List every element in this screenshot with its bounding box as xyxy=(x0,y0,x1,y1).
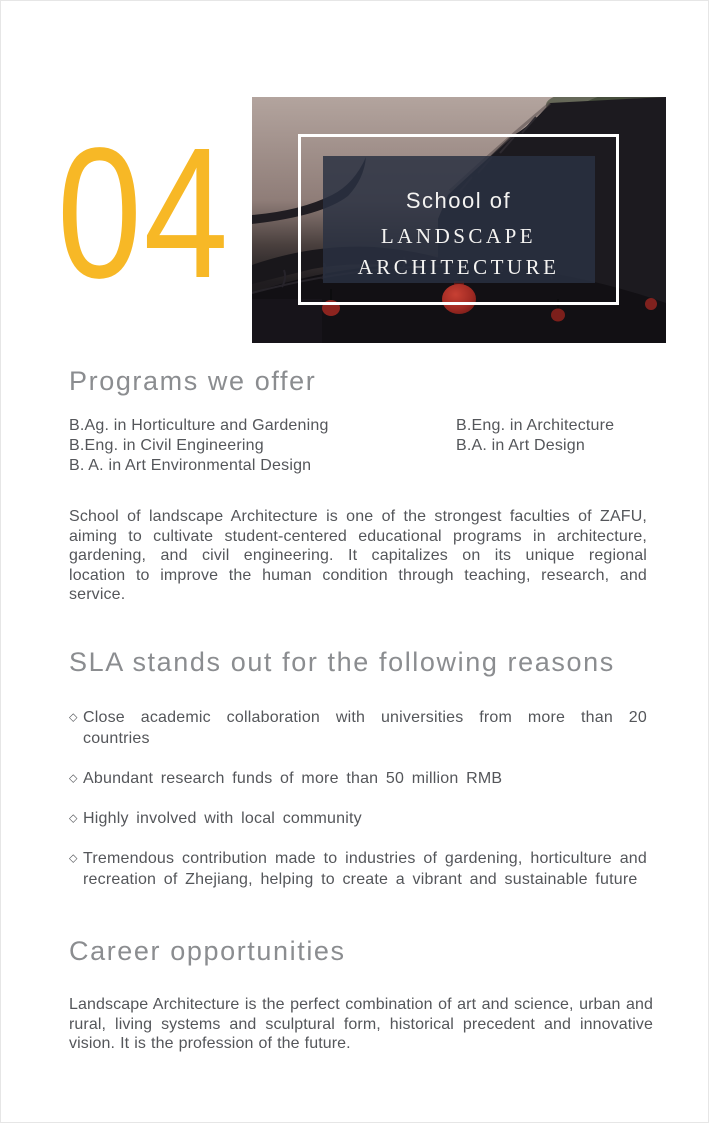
programs-column-2 xyxy=(456,416,614,456)
diamond-bullet-icon: ◇ xyxy=(69,772,78,785)
hero-title-line1: LANDSCAPE xyxy=(380,224,537,248)
diamond-bullet-icon: ◇ xyxy=(69,812,78,825)
bullet-text: Abundant research funds of more than 50 million RMB xyxy=(83,770,503,787)
program-item: B. A. in Art Environmental Design xyxy=(69,457,312,474)
bullet-text: Close academic collaboration with universities from more than 20 countries xyxy=(83,709,647,747)
list-item xyxy=(69,768,647,789)
career-heading: Career opportunities xyxy=(69,936,346,966)
list-item xyxy=(69,848,647,890)
bullet-text: Tremendous contribution made to industries of gardening, horticulture and recreation of Zhejiang, helping to create a vibrant and sustainable future xyxy=(83,850,647,888)
page-number: 04 xyxy=(57,110,230,317)
programs-intro-paragraph: School of landscape Architecture is one of the strongest faculties of ZAFU, aiming to cultivate student-centered educational programs in architecture, gardening, and civil engineering. It capitalizes on its unique regional location to improve the human condition through teaching, research, and service. xyxy=(69,508,647,603)
career-paragraph: Landscape Architecture is the perfect combination of art and science, urban and rural, living systems and sculptural form, historical precedent and innovative vision. It is the profession of the future. xyxy=(69,996,653,1052)
diamond-bullet-icon: ◇ xyxy=(69,711,78,724)
diamond-bullet-icon: ◇ xyxy=(69,852,78,865)
reasons-heading: SLA stands out for the following reasons xyxy=(69,647,615,677)
hero-text-block xyxy=(298,134,619,280)
program-item: B.Ag. in Horticulture and Gardening xyxy=(69,417,329,434)
programs-heading: Programs we offer xyxy=(69,366,317,396)
hero-title-line2: ARCHITECTURE xyxy=(357,255,560,279)
program-item: B.A. in Art Design xyxy=(456,437,585,454)
list-item xyxy=(69,707,647,749)
program-item: B.Eng. in Architecture xyxy=(456,417,615,434)
programs-column-1 xyxy=(69,416,329,476)
hero-overline: School of xyxy=(405,188,512,213)
bullet-text: Highly involved with local community xyxy=(83,810,362,827)
reasons-bullet-list xyxy=(69,707,647,909)
program-item: B.Eng. in Civil Engineering xyxy=(69,437,264,454)
list-item xyxy=(69,808,647,829)
hero-photo xyxy=(252,97,666,343)
